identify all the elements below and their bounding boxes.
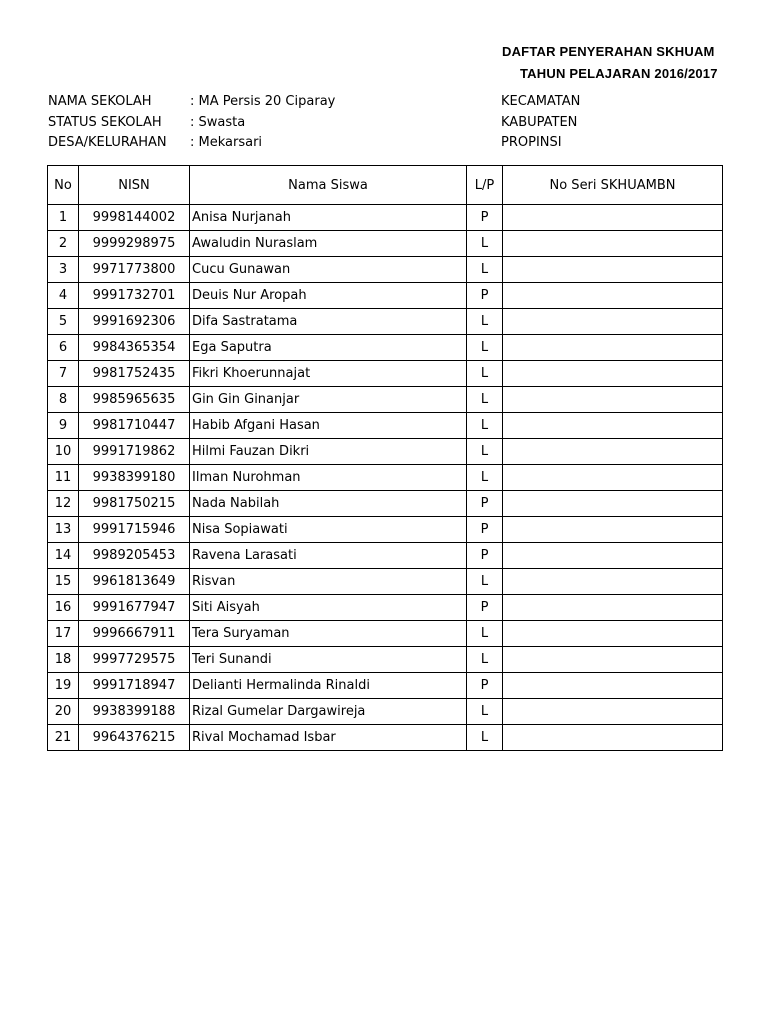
cell-no-seri (503, 257, 723, 283)
cell-no-seri (503, 387, 723, 413)
cell-lp: L (467, 725, 503, 751)
cell-no: 4 (48, 283, 79, 309)
cell-no-seri (503, 283, 723, 309)
cell-lp: P (467, 205, 503, 231)
cell-no: 19 (48, 673, 79, 699)
kabupaten-label: KABUPATEN (501, 115, 578, 130)
cell-nama-siswa: Gin Gin Ginanjar (190, 387, 467, 413)
cell-nama-siswa: Tera Suryaman (190, 621, 467, 647)
cell-nama-siswa: Ega Saputra (190, 335, 467, 361)
cell-no-seri (503, 231, 723, 257)
nama-sekolah-label: NAMA SEKOLAH (48, 94, 152, 109)
cell-lp: L (467, 439, 503, 465)
cell-no-seri (503, 361, 723, 387)
cell-no-seri (503, 465, 723, 491)
cell-no-seri (503, 569, 723, 595)
cell-nama-siswa: Awaludin Nuraslam (190, 231, 467, 257)
cell-nama-siswa: Deuis Nur Aropah (190, 283, 467, 309)
column-header-no-seri: No Seri SKHUAMBN (503, 166, 723, 205)
cell-no: 14 (48, 543, 79, 569)
cell-no-seri (503, 309, 723, 335)
cell-nama-siswa: Difa Sastratama (190, 309, 467, 335)
cell-nama-siswa: Delianti Hermalinda Rinaldi (190, 673, 467, 699)
cell-nisn: 9964376215 (79, 725, 190, 751)
table-row (48, 491, 723, 517)
propinsi-label: PROPINSI (501, 135, 562, 150)
desa-value: : Mekarsari (190, 135, 263, 150)
cell-nisn: 9998144002 (79, 205, 190, 231)
table-row (48, 673, 723, 699)
cell-lp: L (467, 257, 503, 283)
cell-no: 9 (48, 413, 79, 439)
cell-nama-siswa: Ravena Larasati (190, 543, 467, 569)
cell-lp: P (467, 283, 503, 309)
cell-nisn: 9991719862 (79, 439, 190, 465)
cell-no: 20 (48, 699, 79, 725)
cell-nisn: 9999298975 (79, 231, 190, 257)
table-row (48, 699, 723, 725)
cell-no-seri (503, 725, 723, 751)
cell-no: 16 (48, 595, 79, 621)
cell-no: 5 (48, 309, 79, 335)
kecamatan-label: KECAMATAN (501, 94, 581, 109)
cell-no: 18 (48, 647, 79, 673)
table-row (48, 413, 723, 439)
table-row (48, 309, 723, 335)
table-row (48, 257, 723, 283)
cell-no: 8 (48, 387, 79, 413)
document-title: DAFTAR PENYERAHAN SKHUAM (502, 44, 715, 59)
nama-sekolah-value: : MA Persis 20 Ciparay (190, 94, 336, 109)
cell-no-seri (503, 673, 723, 699)
cell-nama-siswa: Siti Aisyah (190, 595, 467, 621)
cell-no-seri (503, 439, 723, 465)
column-header-nama-siswa: Nama Siswa (190, 166, 467, 205)
cell-nama-siswa: Hilmi Fauzan Dikri (190, 439, 467, 465)
cell-nisn: 9981752435 (79, 361, 190, 387)
cell-no: 3 (48, 257, 79, 283)
cell-no-seri (503, 647, 723, 673)
table-row (48, 205, 723, 231)
cell-lp: L (467, 569, 503, 595)
table-row (48, 725, 723, 751)
cell-nama-siswa: Nisa Sopiawati (190, 517, 467, 543)
table-row (48, 361, 723, 387)
cell-no: 1 (48, 205, 79, 231)
table-row (48, 647, 723, 673)
cell-lp: L (467, 647, 503, 673)
cell-no: 11 (48, 465, 79, 491)
cell-nisn: 9984365354 (79, 335, 190, 361)
cell-nisn: 9989205453 (79, 543, 190, 569)
table-header-row (48, 166, 723, 205)
cell-nisn: 9991715946 (79, 517, 190, 543)
cell-nisn: 9991718947 (79, 673, 190, 699)
cell-lp: L (467, 231, 503, 257)
cell-no: 13 (48, 517, 79, 543)
cell-nisn: 9991677947 (79, 595, 190, 621)
cell-lp: L (467, 413, 503, 439)
cell-nama-siswa: Rizal Gumelar Dargawireja (190, 699, 467, 725)
table-row (48, 595, 723, 621)
cell-nisn: 9991732701 (79, 283, 190, 309)
cell-nisn: 9997729575 (79, 647, 190, 673)
cell-nisn: 9985965635 (79, 387, 190, 413)
table-row (48, 231, 723, 257)
cell-no-seri (503, 543, 723, 569)
cell-no-seri (503, 621, 723, 647)
cell-nama-siswa: Fikri Khoerunnajat (190, 361, 467, 387)
cell-no: 21 (48, 725, 79, 751)
cell-no: 6 (48, 335, 79, 361)
cell-nisn: 9961813649 (79, 569, 190, 595)
table-row (48, 569, 723, 595)
table-row (48, 335, 723, 361)
cell-nisn: 9971773800 (79, 257, 190, 283)
cell-nama-siswa: Teri Sunandi (190, 647, 467, 673)
desa-label: DESA/KELURAHAN (48, 135, 167, 150)
document-subtitle: TAHUN PELAJARAN 2016/2017 (520, 66, 718, 81)
table-body (48, 205, 723, 751)
cell-no: 15 (48, 569, 79, 595)
cell-nama-siswa: Ilman Nurohman (190, 465, 467, 491)
cell-lp: P (467, 673, 503, 699)
cell-no-seri (503, 335, 723, 361)
cell-lp: L (467, 387, 503, 413)
student-table (47, 165, 723, 751)
cell-lp: L (467, 335, 503, 361)
cell-nisn: 9938399188 (79, 699, 190, 725)
status-sekolah-value: : Swasta (190, 115, 246, 130)
cell-no: 2 (48, 231, 79, 257)
cell-nisn: 9996667911 (79, 621, 190, 647)
cell-no-seri (503, 491, 723, 517)
cell-nama-siswa: Rival Mochamad Isbar (190, 725, 467, 751)
cell-nama-siswa: Habib Afgani Hasan (190, 413, 467, 439)
table-row (48, 517, 723, 543)
cell-lp: P (467, 543, 503, 569)
table-row (48, 543, 723, 569)
cell-lp: L (467, 621, 503, 647)
cell-nama-siswa: Risvan (190, 569, 467, 595)
cell-no-seri (503, 517, 723, 543)
cell-no-seri (503, 413, 723, 439)
table-row (48, 387, 723, 413)
cell-no-seri (503, 699, 723, 725)
column-header-no: No (48, 166, 79, 205)
cell-no: 10 (48, 439, 79, 465)
column-header-nisn: NISN (79, 166, 190, 205)
table-row (48, 283, 723, 309)
status-sekolah-label: STATUS SEKOLAH (48, 115, 162, 130)
cell-nisn: 9981710447 (79, 413, 190, 439)
cell-no: 7 (48, 361, 79, 387)
cell-lp: L (467, 465, 503, 491)
cell-nisn: 9938399180 (79, 465, 190, 491)
cell-lp: L (467, 309, 503, 335)
cell-lp: P (467, 595, 503, 621)
table-row (48, 621, 723, 647)
column-header-lp: L/P (467, 166, 503, 205)
table-row (48, 465, 723, 491)
cell-lp: L (467, 699, 503, 725)
cell-nama-siswa: Cucu Gunawan (190, 257, 467, 283)
cell-nisn: 9981750215 (79, 491, 190, 517)
cell-no: 17 (48, 621, 79, 647)
cell-no-seri (503, 595, 723, 621)
cell-lp: P (467, 491, 503, 517)
table-row (48, 439, 723, 465)
cell-nisn: 9991692306 (79, 309, 190, 335)
cell-no-seri (503, 205, 723, 231)
cell-nama-siswa: Nada Nabilah (190, 491, 467, 517)
cell-nama-siswa: Anisa Nurjanah (190, 205, 467, 231)
cell-no: 12 (48, 491, 79, 517)
cell-lp: L (467, 361, 503, 387)
cell-lp: P (467, 517, 503, 543)
